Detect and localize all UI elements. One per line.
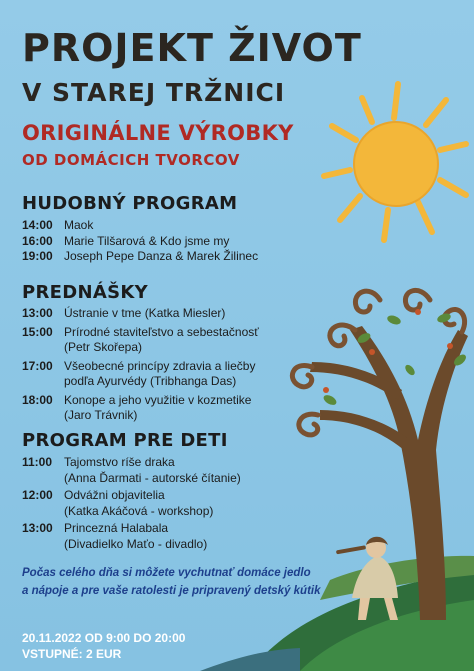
schedule-text: Marie Tilšarová & Kdo jsme my <box>64 233 230 248</box>
schedule-row <box>22 488 241 519</box>
schedule-row <box>22 306 259 322</box>
schedule-row <box>22 359 259 390</box>
schedule-text: Odvážni objavitelia <box>64 488 165 502</box>
schedule-row <box>22 249 258 265</box>
schedule-row <box>22 218 258 234</box>
schedule-text: (Petr Skořepa) <box>64 340 143 354</box>
section-rows-kids <box>22 455 241 552</box>
subtitle-line1: ORIGINÁLNE VÝROBKY <box>22 121 294 145</box>
section-rows-music <box>22 218 258 265</box>
schedule-text: (Divadielko Maťo - divadlo) <box>64 536 208 551</box>
schedule-text: Joseph Pepe Danza & Marek Žilinec <box>64 249 259 263</box>
schedule-time: 12:00 <box>22 488 53 502</box>
schedule-time: 15:00 <box>22 324 53 339</box>
event-date: 20.11.2022 OD 9:00 DO 20:00 <box>22 631 186 645</box>
schedule-time: 19:00 <box>22 249 53 263</box>
schedule-time: 14:00 <box>22 218 53 232</box>
section-heading-kids: PROGRAM PRE DETI <box>22 430 228 451</box>
info-note-line1: Počas celého dňa si môžete vychutnať domáce jedlo <box>22 567 311 579</box>
schedule-row <box>22 521 241 552</box>
schedule-text: Všeobecné princípy zdravia a liečby <box>64 358 256 373</box>
section-heading-lectures: PREDNÁŠKY <box>22 282 148 303</box>
entry-fee: VSTUPNÉ: 2 EUR <box>22 647 122 661</box>
schedule-time: 13:00 <box>22 306 53 320</box>
schedule-text: Tajomstvo ríše draka <box>64 455 175 469</box>
schedule-text: Konope a jeho využitie v kozmetike <box>64 392 252 407</box>
schedule-text: Maok <box>64 218 94 232</box>
schedule-time: 13:00 <box>22 521 53 535</box>
info-note-line2: a nápoje a pre vaše ratolesti je pripravený detský kútik <box>22 585 321 597</box>
schedule-text: Ústranie v tme (Katka Miesler) <box>64 306 226 320</box>
event-footer <box>22 630 185 662</box>
schedule-time: 11:00 <box>22 455 53 469</box>
sun-icon <box>324 84 466 240</box>
schedule-row <box>22 455 241 486</box>
schedule-time: 18:00 <box>22 392 53 407</box>
section-rows-lectures <box>22 306 259 424</box>
schedule-time: 16:00 <box>22 233 53 248</box>
schedule-row <box>22 234 258 250</box>
poster-title-line2: V STAREJ TRŽNICI <box>22 78 286 107</box>
info-note <box>22 564 321 600</box>
schedule-row <box>22 393 259 424</box>
section-heading-music: HUDOBNÝ PROGRAM <box>22 193 238 214</box>
schedule-text: (Jaro Trávnik) <box>64 408 138 422</box>
schedule-text: (Anna Ďarmati - autorské čítanie) <box>64 470 241 485</box>
schedule-row <box>22 325 259 356</box>
schedule-text: podľa Ayurvédy (Tribhanga Das) <box>64 374 237 388</box>
subtitle-line2: OD DOMÁCICH TVORCOV <box>22 151 240 169</box>
schedule-text: (Katka Akáčová - workshop) <box>64 503 214 518</box>
poster-title: PROJEKT ŽIVOT <box>22 26 362 70</box>
schedule-text: Prírodné staviteľstvo a sebestačnosť <box>64 324 259 339</box>
schedule-text: Princezná Halabala <box>64 521 169 535</box>
schedule-time: 17:00 <box>22 358 53 373</box>
